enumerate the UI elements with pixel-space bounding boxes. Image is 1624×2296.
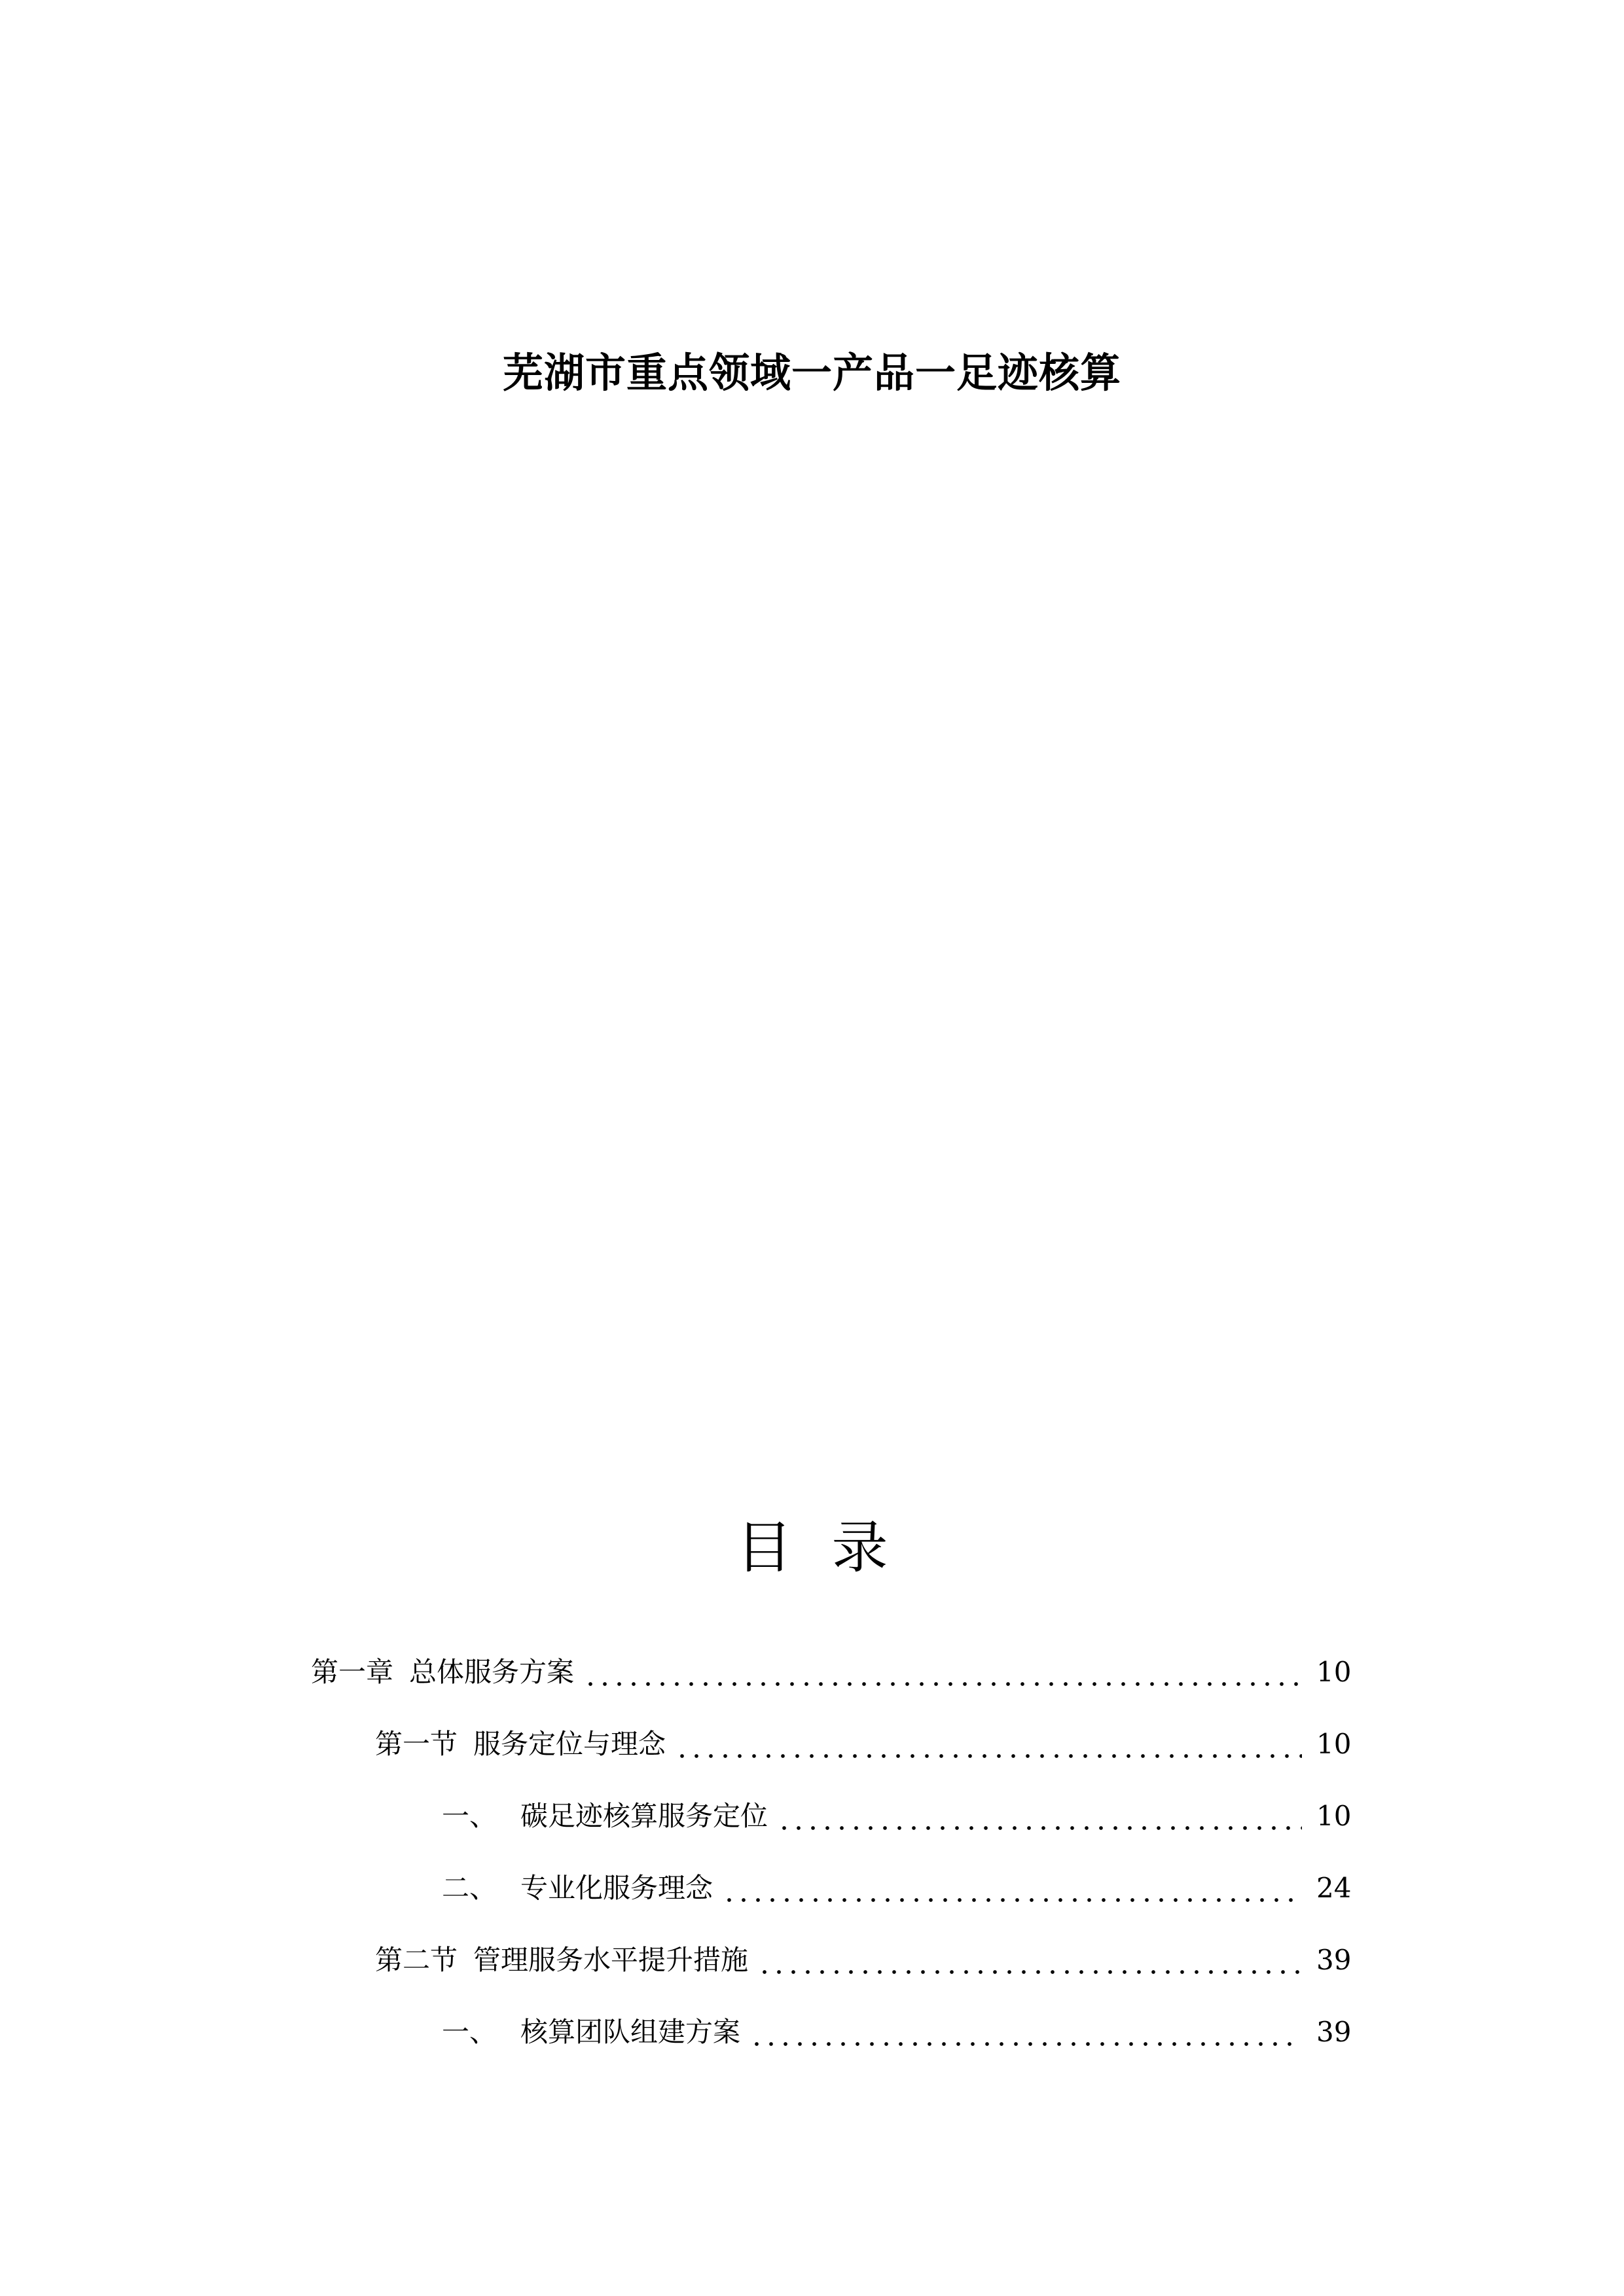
toc-entry-page: 39 (1316, 1944, 1352, 1976)
toc-entry-number: 一、 (442, 2016, 497, 2048)
toc-entry-label (442, 1797, 768, 1836)
toc-entry-label (442, 1869, 713, 1908)
toc-dot-leader (777, 1823, 1302, 1833)
toc-entry-number: 第二节 (375, 1944, 458, 1976)
toc-entry-label (442, 2013, 740, 2052)
toc-entry-page: 24 (1316, 1872, 1352, 1904)
toc-entry-page: 39 (1316, 2016, 1352, 2048)
toc-entry-page: 10 (1316, 1728, 1352, 1760)
toc-entry-label (375, 1725, 666, 1764)
toc-entry-title: 碳足迹核算服务定位 (520, 1800, 768, 1832)
document-title: 芜湖市重点领域一产品一足迹核算 (502, 349, 1121, 397)
toc-entry-title: 服务定位与理念 (473, 1728, 666, 1760)
toc-entry-page: 10 (1316, 1656, 1352, 1688)
toc-entry-title: 专业化服务理念 (520, 1872, 713, 1904)
toc-entry[interactable] (0, 1636, 1624, 1708)
toc-dot-leader (749, 2039, 1302, 2049)
toc-heading: 目录 (736, 1515, 928, 1581)
toc-entry-title: 管理服务水平提升措施 (473, 1944, 749, 1976)
toc-entry[interactable] (0, 1852, 1624, 1924)
toc-entry[interactable] (0, 1708, 1624, 1780)
toc-entry[interactable] (0, 1780, 1624, 1852)
toc-dot-leader (583, 1679, 1302, 1689)
toc-entry-title: 核算团队组建方案 (520, 2016, 741, 2048)
toc-entry-number: 一、 (442, 1800, 497, 1832)
toc-entry[interactable] (0, 1996, 1624, 2068)
toc-dot-leader (757, 1967, 1302, 1977)
toc-entry-title: 总体服务方案 (409, 1656, 575, 1688)
toc-dot-leader (675, 1751, 1302, 1761)
toc-dot-leader (722, 1895, 1302, 1905)
toc-entry[interactable] (0, 1924, 1624, 1996)
toc-entry-number: 二、 (442, 1872, 497, 1904)
toc-entry-label (311, 1653, 574, 1692)
toc-entry-page: 10 (1316, 1800, 1352, 1832)
toc-entry-number: 第一章 (311, 1656, 394, 1688)
toc-entry-label (375, 1941, 748, 1980)
toc-entry-number: 第一节 (375, 1728, 458, 1760)
table-of-contents (0, 1636, 1624, 2068)
